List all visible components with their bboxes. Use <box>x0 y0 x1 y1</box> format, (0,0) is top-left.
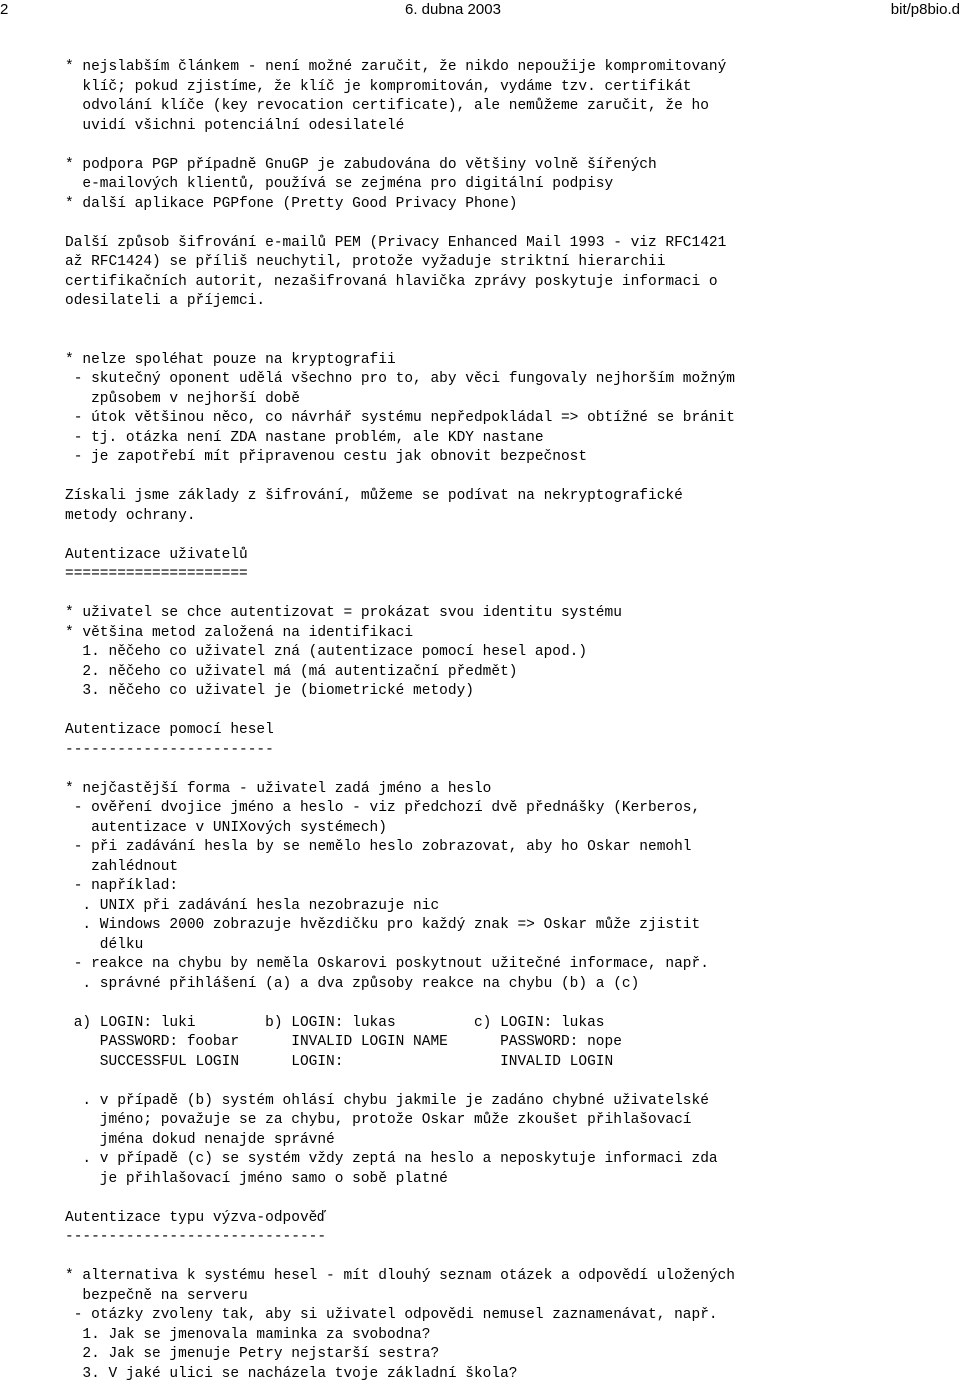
text-line <box>65 214 955 234</box>
text-line: - otázky zvoleny tak, aby si uživatel odpovědi nemusel zaznamenávat, např. <box>65 1307 718 1323</box>
text-line <box>65 312 955 332</box>
text-line: a) LOGIN: luki b) LOGIN: lukas c) LOGIN: lukas <box>65 1014 605 1031</box>
text-line <box>65 1189 955 1209</box>
text-line: Získali jsme základy z šifrování, můžeme se podívat na nekryptografické <box>65 488 683 504</box>
text-line: 3. něčeho co uživatel je (biometrické metody) <box>65 683 474 699</box>
text-line <box>65 1248 955 1268</box>
text-line: . v případě (b) systém ohlásí chybu jakmile je zadáno chybné uživatelské <box>65 1092 709 1109</box>
text-line: . Windows 2000 zobrazuje hvězdičku pro každý znak => Oskar může zjistit <box>65 917 701 933</box>
text-line: Autentizace pomocí hesel <box>65 722 274 738</box>
text-line: Autentizace typu výzva-odpověď <box>65 1209 327 1226</box>
text-line: metody ochrany. <box>65 507 196 524</box>
text-line: * podpora PGP případně GnuGP je zabudována do většiny volně šířených <box>65 156 657 173</box>
text-line: jméno; považuje se za chybu, protože Oskar může zkoušet přihlašovací <box>65 1112 692 1128</box>
text-line: odesilateli a příjemci. <box>65 293 266 309</box>
text-line: * nejčastější forma - uživatel zadá jméno a heslo <box>65 780 492 797</box>
document-body <box>65 58 955 1384</box>
text-line <box>65 1072 955 1092</box>
text-line: e-mailových klientů, používá se zejména pro digitální podpisy <box>65 176 614 192</box>
text-line: zahlédnout <box>65 858 179 875</box>
text-line <box>65 702 955 722</box>
text-line: 2. něčeho co uživatel má (má autentizační předmět) <box>65 663 518 680</box>
text-line: autentizace v UNIXových systémech) <box>65 819 387 836</box>
header-filename: bit/p8bio.d <box>890 1 960 18</box>
text-line: . správné přihlášení (a) a dva způsoby reakce na chybu (b) a (c) <box>65 975 640 992</box>
text-line <box>65 331 955 351</box>
text-line <box>65 760 955 780</box>
text-line: ------------------------------ <box>65 1229 327 1245</box>
text-line: 2. Jak se jmenuje Petry nejstarší sestra? <box>65 1346 440 1362</box>
text-line: Autentizace uživatelů <box>65 546 248 563</box>
text-line: PASSWORD: foobar INVALID LOGIN NAME PASSWORD: nope <box>65 1034 622 1050</box>
text-line: až RFC1424) se příliš neuchytil, protože vyžaduje striktní hierarchii <box>65 254 666 270</box>
text-line: způsobem v nejhorší době <box>65 390 300 407</box>
text-line: - reakce na chybu by neměla Oskarovi poskytnout užitečné informace, např. <box>65 956 709 972</box>
text-line <box>65 994 955 1014</box>
text-line <box>65 136 955 156</box>
page-number: 2 <box>0 1 9 18</box>
text-line: SUCCESSFUL LOGIN LOGIN: INVALID LOGIN <box>65 1053 614 1070</box>
text-line: * většina metod založená na identifikaci <box>65 624 414 641</box>
text-line: - je zapotřebí mít připravenou cestu jak obnovit bezpečnost <box>65 449 588 465</box>
text-line: odvolání klíče (key revocation certificate), ale nemůžeme zaručit, že ho <box>65 98 709 114</box>
text-line: . v případě (c) se systém vždy zeptá na heslo a neposkytuje informaci zda <box>65 1151 718 1167</box>
text-line: - skutečný oponent udělá všechno pro to, aby věci fungovaly nejhorším možným <box>65 371 736 387</box>
text-line: Další způsob šifrování e-mailů PEM (Privacy Enhanced Mail 1993 - viz RFC1421 <box>65 234 727 251</box>
text-line: 1. něčeho co uživatel zná (autentizace pomocí hesel apod.) <box>65 644 588 660</box>
text-line: délku <box>65 936 144 953</box>
text-line: je přihlašovací jméno samo o sobě platné <box>65 1170 448 1187</box>
text-line <box>65 585 955 605</box>
text-line: 1. Jak se jmenovala maminka za svobodna? <box>65 1326 431 1343</box>
page-header <box>0 0 960 24</box>
text-line: * alternativa k systému hesel - mít dlouhý seznam otázek a odpovědí uložených <box>65 1268 736 1284</box>
text-line: certifikačních autorit, nezašifrovaná hlavička zprávy poskytuje informaci o <box>65 273 718 290</box>
text-line: ------------------------ <box>65 741 274 758</box>
text-line: jména dokud nenajde správné <box>65 1131 335 1148</box>
text-line: * nejslabším článkem - není možné zaručit, že nikdo nepoužije kompromitovaný <box>65 59 727 75</box>
text-line <box>65 526 955 546</box>
header-date: 6. dubna 2003 <box>405 1 501 18</box>
text-line: * další aplikace PGPfone (Pretty Good Privacy Phone) <box>65 195 518 212</box>
text-line: - tj. otázka není ZDA nastane problém, ale KDY nastane <box>65 429 544 446</box>
text-line: - při zadávání hesla by se nemělo heslo zobrazovat, aby ho Oskar nemohl <box>65 839 692 855</box>
text-line: bezpečně na serveru <box>65 1287 248 1304</box>
text-line: - útok většinou něco, co návrhář systému nepředpokládal => obtížné se bránit <box>65 410 736 426</box>
text-line: klíč; pokud zjistíme, že klíč je kompromitován, vydáme tzv. certifikát <box>65 78 692 95</box>
text-line: . UNIX při zadávání hesla nezobrazuje nic <box>65 897 440 914</box>
text-line: ===================== <box>65 566 248 582</box>
text-line <box>65 468 955 488</box>
text-line: * uživatel se chce autentizovat = prokázat svou identitu systému <box>65 605 622 621</box>
text-line: - ověření dvojice jméno a heslo - viz předchozí dvě přednášky (Kerberos, <box>65 800 701 816</box>
text-line: 3. V jaké ulici se nacházela tvoje základní škola? <box>65 1365 518 1382</box>
text-line: - například: <box>65 878 179 894</box>
text-line: uvidí všichni potenciální odesilatelé <box>65 117 405 134</box>
text-line: * nelze spoléhat pouze na kryptografii <box>65 351 396 368</box>
